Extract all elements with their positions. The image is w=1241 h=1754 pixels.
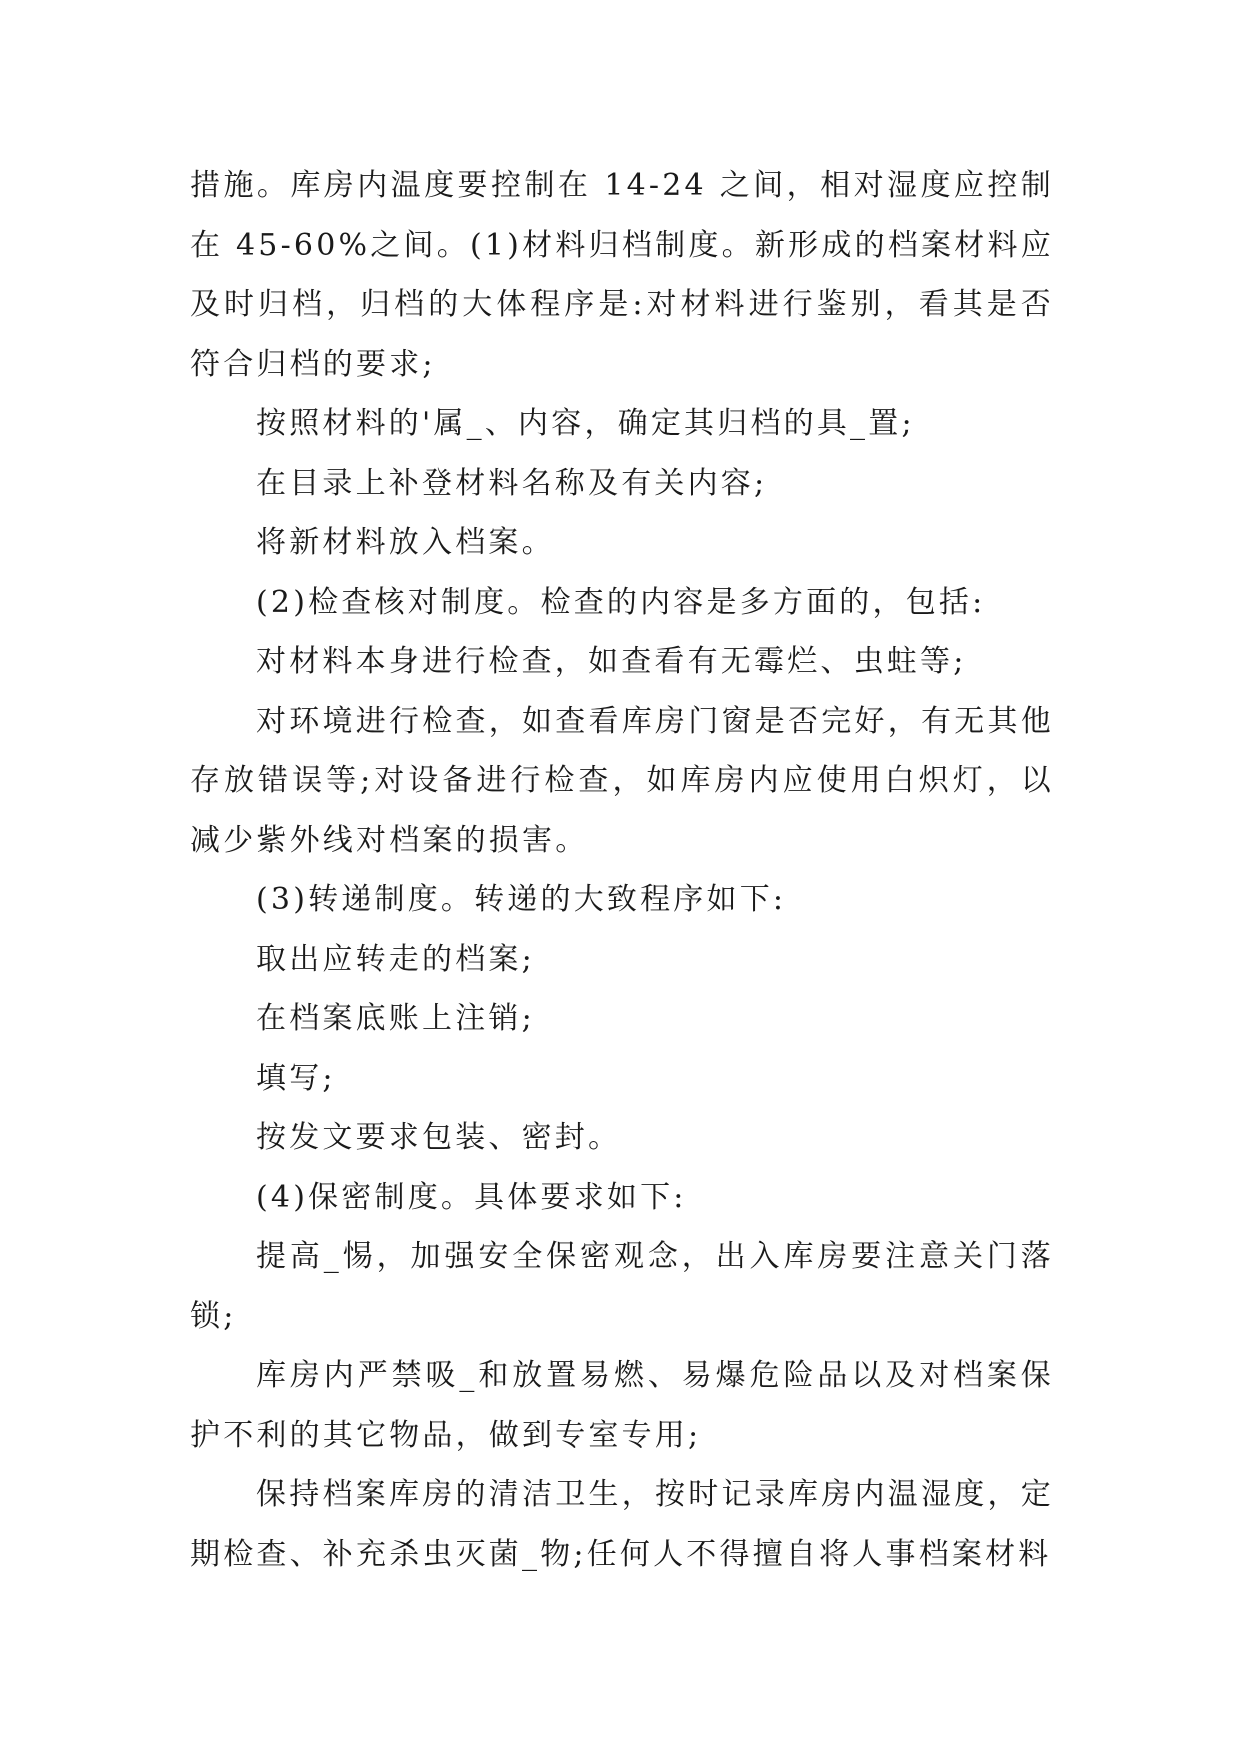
paragraph-13: (4)保密制度。具体要求如下:	[256, 1179, 687, 1215]
paragraph-12: 按发文要求包装、密封。	[256, 1120, 622, 1155]
paragraph-8: (3)转递制度。转递的大致程序如下:	[256, 882, 787, 917]
paragraph-6: 对材料本身进行检查，如查看有无霉烂、虫蛀等;	[256, 644, 967, 679]
paragraph-2: 按照材料的'属_、内容，确定其归档的具_置;	[256, 406, 915, 441]
paragraph-7: 对环境进行检查，如查看库房门窗是否完好，有无其他存放错误等;对设备进行检查，如库房内应使用白炽灯，以减少紫外线对档案的损害。	[190, 703, 1054, 858]
paragraph-15: 库房内严禁吸_和放置易燃、易爆危险品以及对档案保护不利的其它物品，做到专室专用;	[190, 1358, 1054, 1453]
paragraph-4: 将新材料放入档案。	[256, 525, 555, 560]
paragraph-14: 提高_惕，加强安全保密观念，出入库房要注意关门落锁;	[190, 1239, 1054, 1334]
paragraph-9: 取出应转走的档案;	[256, 941, 535, 977]
paragraph-1: 措施。库房内温度要控制在 14-24 之间，相对湿度应控制在 45-60%之间。(1)材料归档制度。新形成的档案材料应及时归档，归档的大体程序是:对材料进行鉴别，看其是否符合归档的要求;	[190, 168, 1054, 382]
paragraph-11: 填写;	[256, 1060, 336, 1096]
paragraph-16: 保持档案库房的清洁卫生，按时记录库房内温湿度，定期检查、补充杀虫灭菌_物;任何人不得擅自将人事档案材料	[190, 1477, 1054, 1572]
document-page	[190, 156, 1054, 1584]
paragraph-5: (2)检查核对制度。检查的内容是多方面的，包括:	[256, 584, 986, 620]
paragraph-10: 在档案底账上注销;	[256, 1001, 535, 1036]
paragraph-3: 在目录上补登材料名称及有关内容;	[256, 465, 768, 501]
